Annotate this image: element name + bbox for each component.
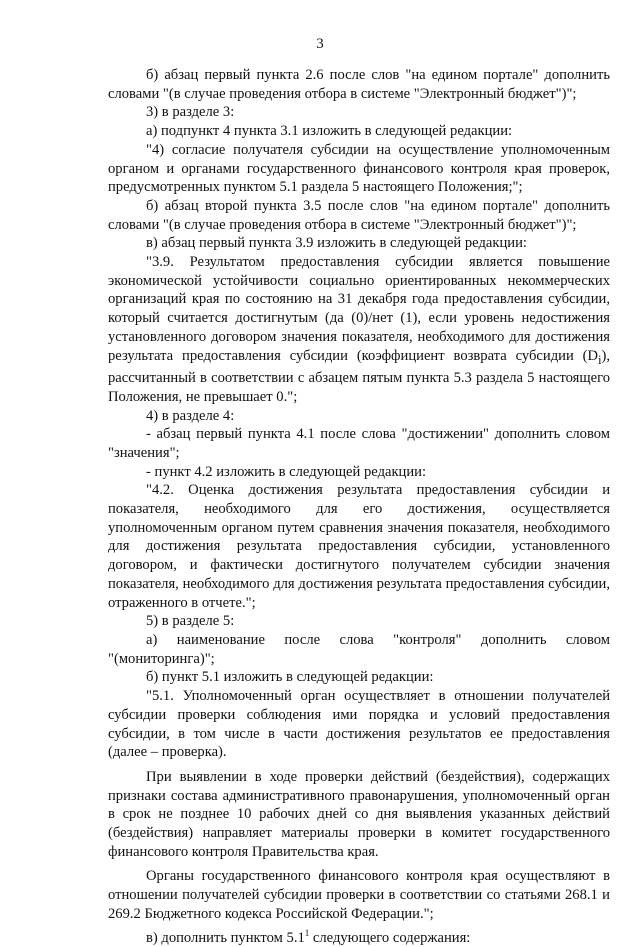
paragraph: - абзац первый пункта 4.1 после слова "достижении" дополнить словом "значения"; — [108, 426, 610, 461]
paragraph-text: следующего содержания: — [309, 929, 471, 946]
paragraph: а) наименование после слова "контроля" дополнить словом — [146, 632, 610, 648]
subscript: i — [598, 352, 602, 367]
page-number: 3 — [316, 36, 324, 52]
paragraph: б) абзац первый пункта 2.6 после слов "на едином портале" дополнить словами "(в случае проведения отбора в системе "Электронный бюджет")"; — [108, 67, 610, 102]
paragraph: в) абзац первый пункта 3.9 изложить в следующей редакции: — [146, 235, 527, 252]
paragraph: а) подпункт 4 пункта 3.1 изложить в следующей редакции: — [146, 123, 513, 140]
paragraph-text: ), рассчитанный в соответствии с абзацем пятым пункта 5.3 раздела 5 настоящего Положения, не превышает 0."; — [108, 347, 610, 405]
paragraph: "4) согласие получателя субсидии на осуществление уполномоченным органом и органами государственного финансового контроля края проверок, предусмотренных пунктом 5.1 раздела 5 настоящего Положения;"; — [108, 141, 610, 196]
paragraph: - пункт 4.2 изложить в следующей редакции: — [146, 463, 427, 480]
paragraph: "4.2. Оценка достижения результата предоставления субсидии и показателя, необходимого для его достижения, осуществляется уполномоченным органом путем сравнения значения показателя, необходимого для достижения результата предоставления субсидии, установленного договором, и фактически достигнутого получателем субсидии значения показателя, необходимого для достижения результата предоставления субсидии, отраженного в отчете."; — [108, 482, 610, 611]
paragraph: "5.1. Уполномоченный орган осуществляет в отношении получателей субсидии проверки соблюдения ими порядка и условий предоставления субсидии, в том числе в части достижения результатов ее предоставления (далее – проверка). — [108, 688, 610, 761]
paragraph: Органы государственного финансового контроля края осуществляют в отношении получателей субсидии проверки в соответствии со статьями 268.1 и 269.2 Бюджетного кодекса Российской Федерации."; — [108, 868, 610, 922]
paragraph: "(мониторинга)"; — [108, 650, 215, 667]
paragraph: 5) в разделе 5: — [146, 613, 235, 630]
paragraph — [108, 253, 610, 407]
paragraph — [108, 924, 610, 947]
paragraph: 3) в разделе 3: — [146, 104, 235, 121]
document-body — [108, 66, 610, 947]
paragraph: 4) в разделе 4: — [146, 407, 235, 424]
paragraph-text: в) дополнить пунктом 5.1 — [146, 929, 305, 946]
paragraph: При выявлении в ходе проверки действий (бездействия), содержащих признаки состава административного правонарушения, уполномоченный орган в срок не позднее 10 рабочих дней со дня выявления указанных действий (бездействия) направляет материалы проверки в комитет государственного финансового контроля Правительства края. — [108, 768, 610, 860]
paragraph: б) пункт 5.1 изложить в следующей редакции: — [146, 669, 434, 686]
paragraph: б) абзац второй пункта 3.5 после слов "на едином портале" дополнить словами "(в случае проведения отбора в системе "Электронный бюджет")"; — [108, 197, 610, 233]
paragraph-text: "3.9. Результатом предоставления субсидии является повышение экономической устойчивости социально ориентированных некоммерческих организаций края по состоянию на 31 декабря года предоставления субсидии, который считается достигнутым (да (0)/нет (1), если уровень недостижения установленного договором значения показателя, необходимого для достижения результата предоставления субсидии (коэффициент возврата субсидии (D — [108, 254, 610, 364]
superscript: 1 — [304, 927, 310, 938]
